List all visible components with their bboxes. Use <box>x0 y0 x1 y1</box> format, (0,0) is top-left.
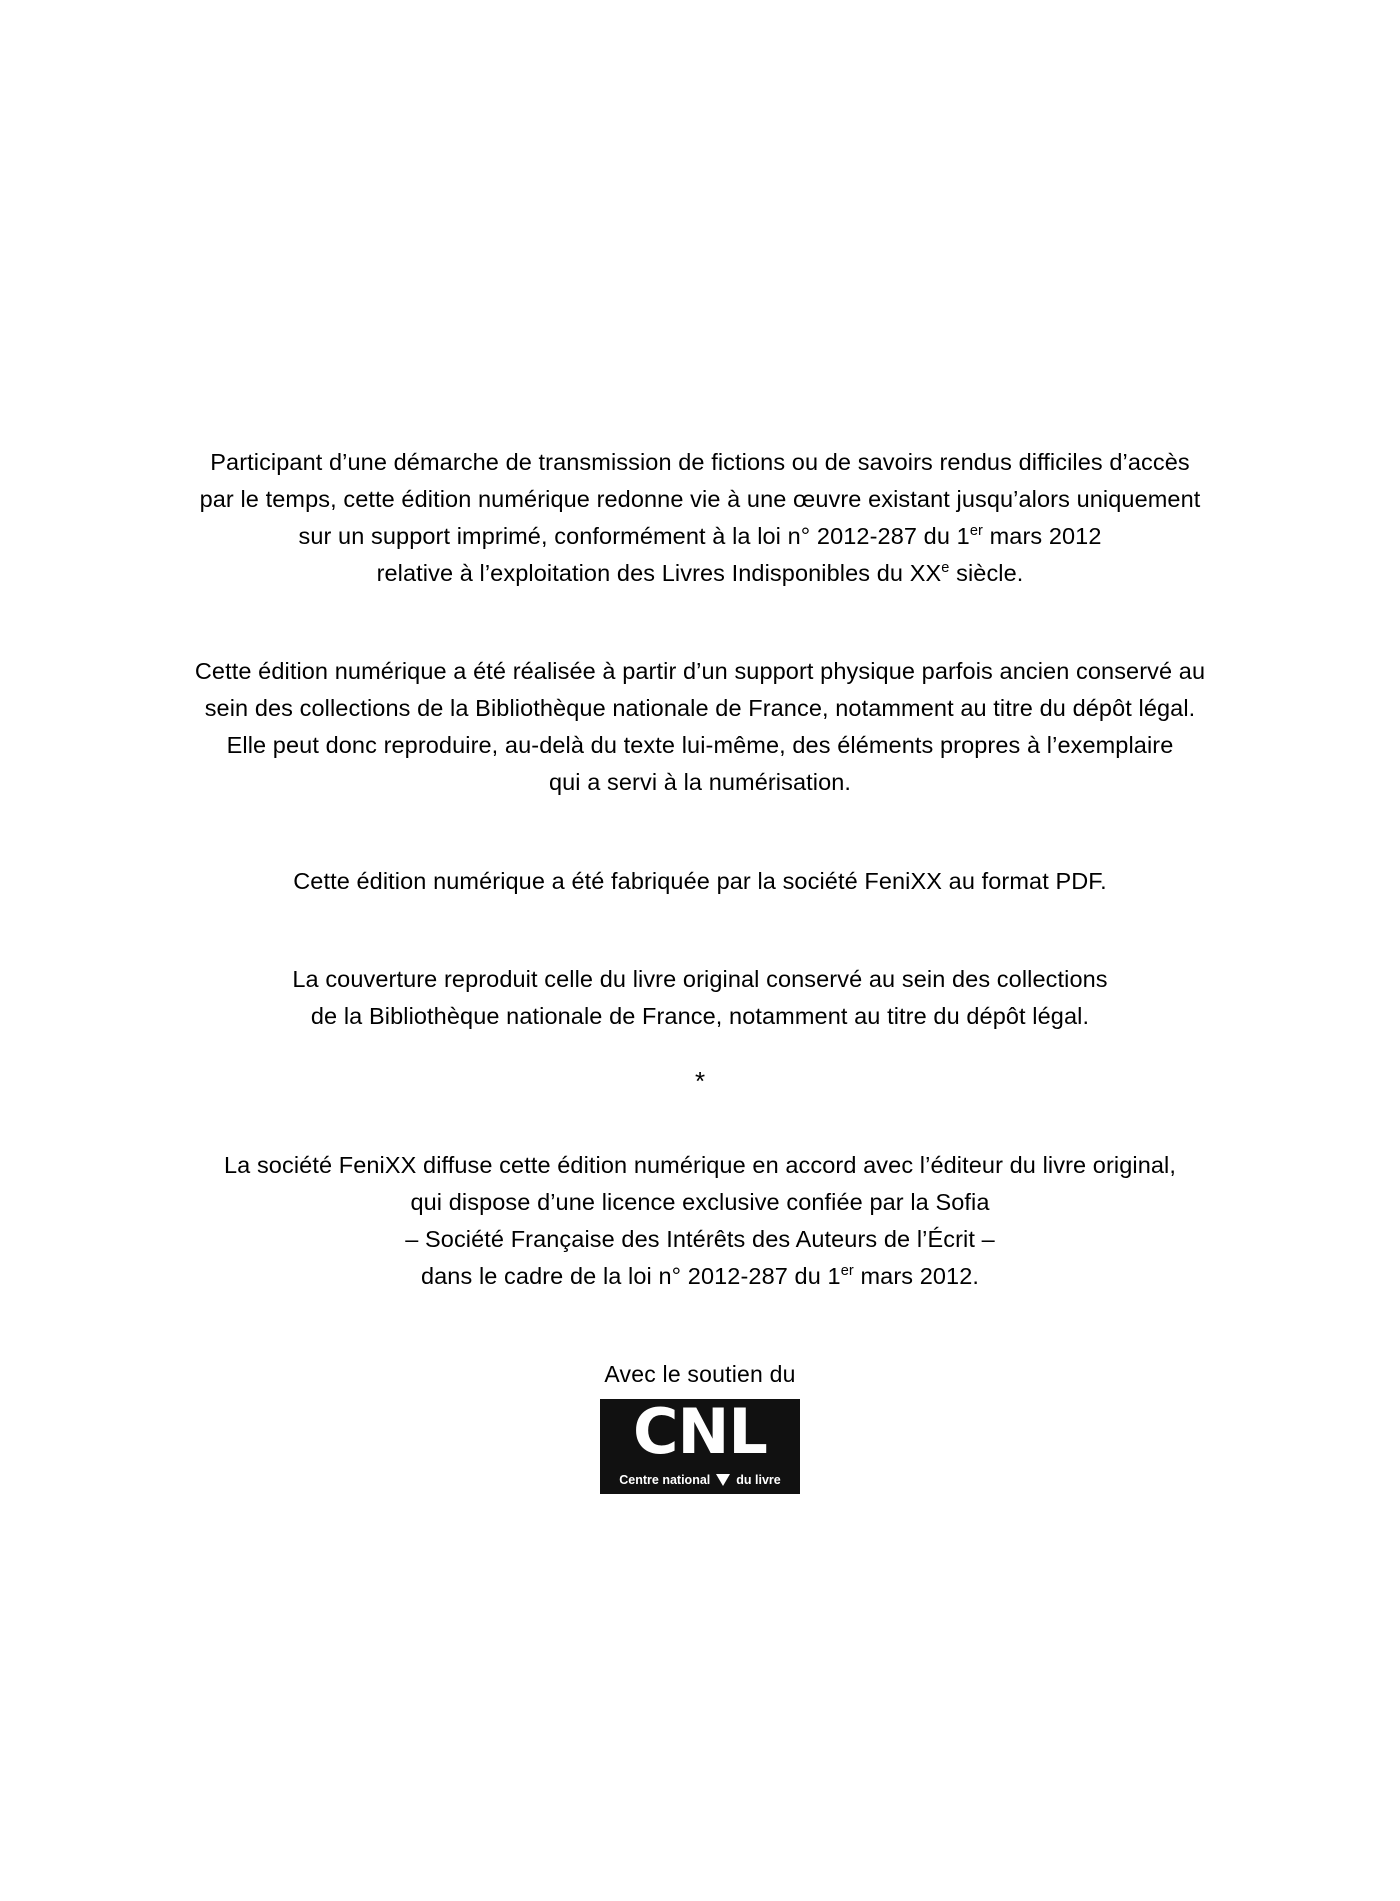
paragraph-numerisation: Cette édition numérique a été réalisée à partir d’un support physique parfois ancien conservé au sein des collections de la Bibliothèque nationale de France, notamment au titre du dépôt légal. Elle peut donc reproduire, au-delà du texte lui-même, des éléments propres à l’exemplaire qui a servi à la numérisation. <box>194 658 1206 795</box>
support-caption: Avec le soutien du <box>604 1360 796 1387</box>
cnl-subtitle-right: du livre <box>736 1472 781 1487</box>
legal-notice-block <box>0 420 1400 1494</box>
section-separator: * <box>694 1066 706 1096</box>
cnl-logo-letters: CNL <box>633 1394 767 1468</box>
paragraph-transmission: Participant d’une démarche de transmission de fictions ou de savoirs rendus difficiles d’accès par le temps, cette édition numérique redonne vie à une œuvre existant jusqu’alors uniquement sur un support imprimé, conformément à la loi n° 2012-287 du 1er mars 2012 relative à l’exploitation des Livres Indisponibles du XXe siècle. <box>199 448 1201 586</box>
cnl-triangle-icon <box>716 1474 730 1486</box>
paragraph-diffusion: La société FeniXX diffuse cette édition numérique en accord avec l’éditeur du livre original, qui dispose d’une licence exclusive confiée par la Sofia – Société Française des Intérêts des Auteurs de l’Écrit – dans le cadre de la loi n° 2012-287 du 1er mars 2012. <box>223 1151 1177 1289</box>
cnl-logo <box>600 1394 800 1494</box>
cnl-subtitle-left: Centre national <box>619 1472 711 1487</box>
cnl-logo-subtitle <box>600 1473 800 1487</box>
paragraph-fabrication: Cette édition numérique a été fabriquée par la société FeniXX au format PDF. <box>293 867 1107 894</box>
support-block <box>600 1359 800 1494</box>
paragraph-couverture: La couverture reproduit celle du livre original conservé au sein des collections de la Bibliothèque nationale de France, notamment au titre du dépôt légal. <box>292 966 1108 1029</box>
